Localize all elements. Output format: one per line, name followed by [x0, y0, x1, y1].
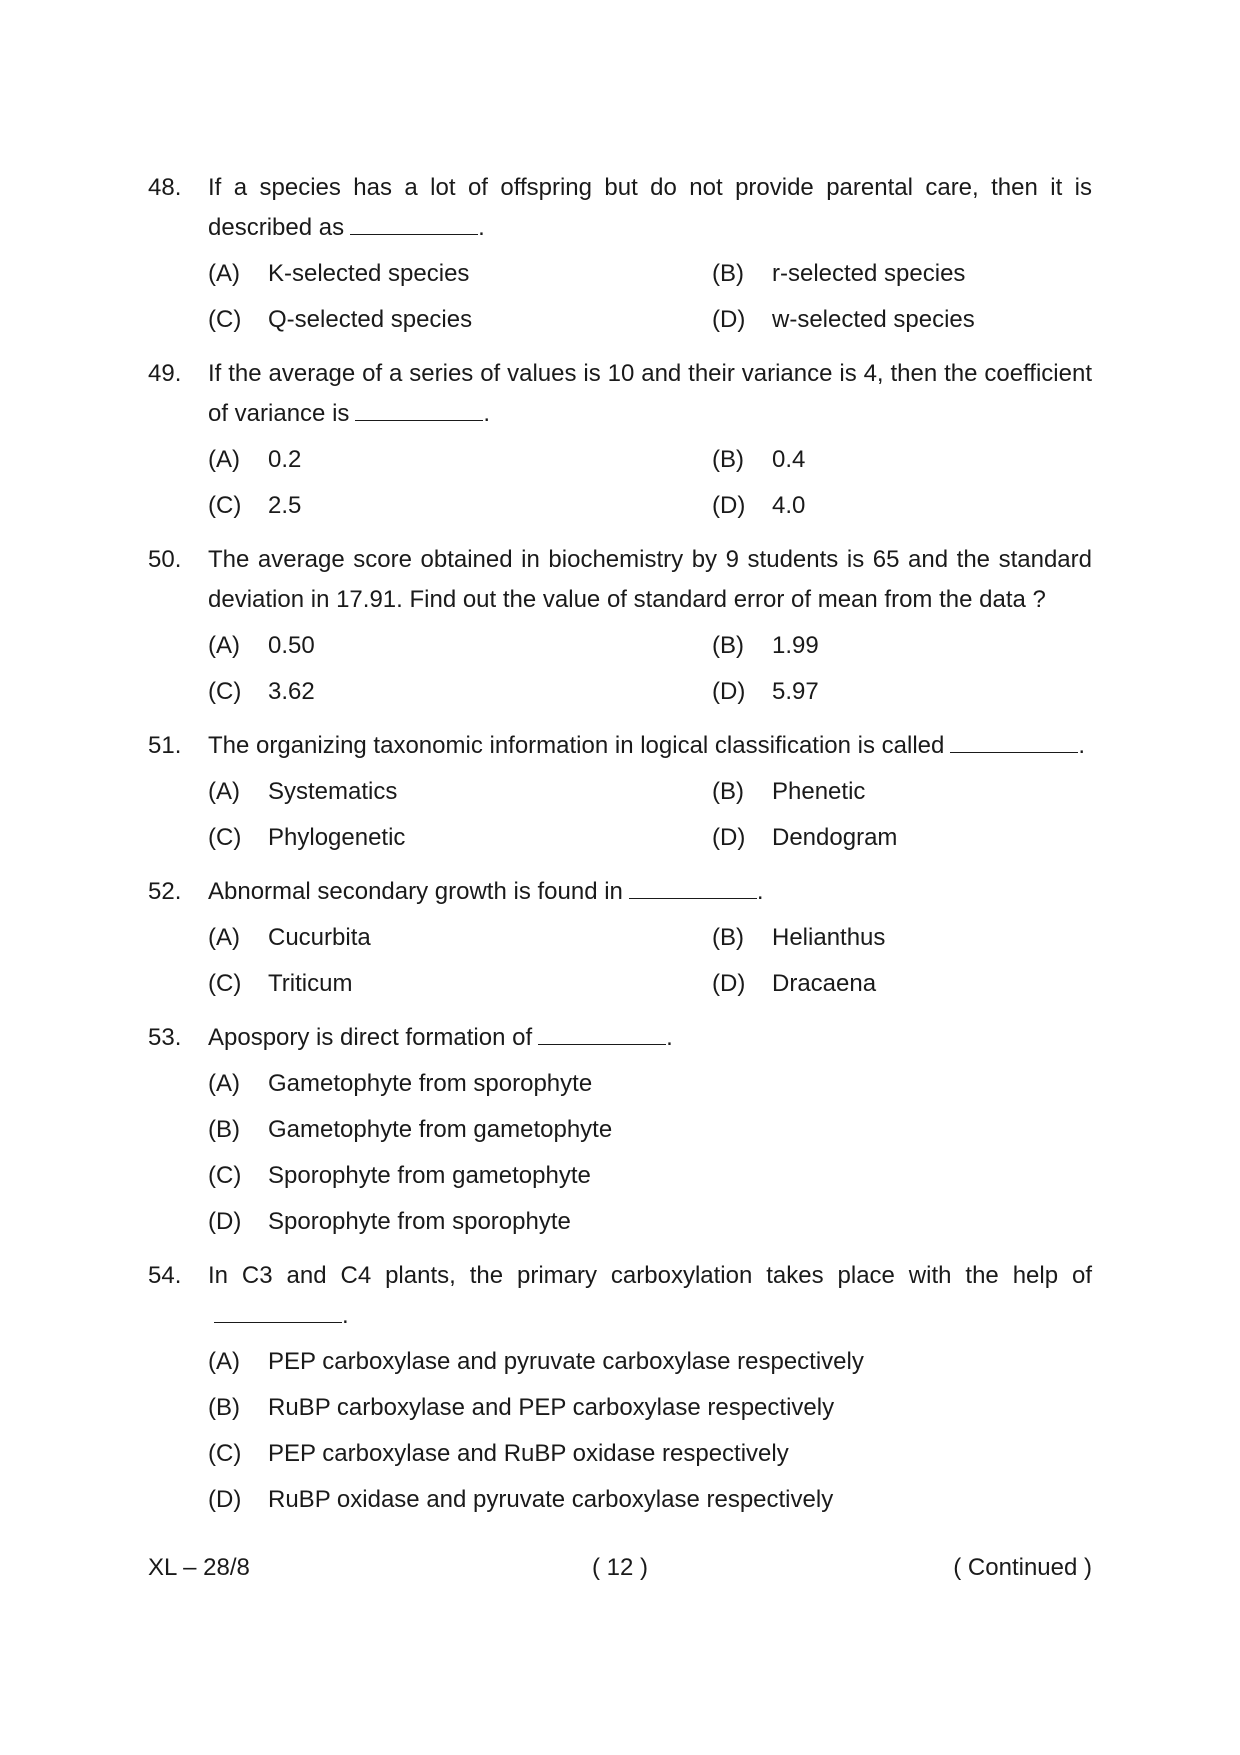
answer-option [208, 1156, 1092, 1196]
option-label: (B) [208, 1116, 240, 1143]
option-label: (D) [712, 678, 746, 705]
question-end-punct: . [478, 214, 485, 241]
question-number: 50. [148, 546, 182, 573]
question-stem: In C3 and C4 plants, the primary carboxylation takes place with the help of [208, 1262, 1092, 1289]
option-text: Phylogenetic [268, 824, 406, 851]
option-label: (B) [712, 446, 744, 473]
option-label: (C) [208, 306, 242, 333]
options-list [208, 254, 1092, 340]
option-label: (B) [712, 778, 744, 805]
question-text [208, 1018, 1092, 1058]
answer-option [712, 918, 1092, 958]
option-label: (A) [208, 1070, 240, 1097]
option-text: r-selected species [772, 260, 966, 287]
answer-option [208, 486, 712, 526]
options-list [208, 918, 1092, 1004]
question-number: 48. [148, 174, 182, 201]
option-label: (B) [712, 260, 744, 287]
option-text: PEP carboxylase and RuBP oxidase respectively [268, 1440, 789, 1467]
question-end-punct: . [483, 400, 491, 427]
answer-option [712, 626, 1092, 666]
question-end-punct: . [756, 878, 764, 905]
option-label: (D) [712, 306, 746, 333]
option-text: PEP carboxylase and pyruvate carboxylase respectively [268, 1348, 864, 1375]
question-paper-page [148, 168, 1092, 1534]
question-number: 51. [148, 732, 182, 759]
option-label: (B) [208, 1394, 240, 1421]
question-end-punct: . [1078, 732, 1086, 759]
option-label: (D) [712, 824, 746, 851]
question-text [208, 872, 1092, 912]
answer-option [712, 254, 1092, 294]
option-label: (D) [712, 492, 746, 519]
option-text: 2.5 [268, 492, 302, 519]
answer-option [208, 1434, 1092, 1474]
option-label: (C) [208, 1162, 242, 1189]
answer-option [208, 772, 712, 812]
answer-option [208, 300, 712, 340]
option-text: RuBP carboxylase and PEP carboxylase respectively [268, 1394, 835, 1421]
option-label: (D) [208, 1486, 242, 1513]
answer-option [712, 818, 1092, 858]
question-text [208, 354, 1092, 434]
option-label: (C) [208, 824, 242, 851]
question-end-punct: . [342, 1302, 349, 1329]
question-number: 54. [148, 1262, 182, 1289]
option-text: 3.62 [268, 678, 315, 705]
option-text: 0.4 [772, 446, 806, 473]
answer-option [208, 1342, 1092, 1382]
answer-option [208, 918, 712, 958]
page-number: ( 12 ) [591, 1554, 648, 1581]
answer-option [208, 440, 712, 480]
answer-blank [214, 1300, 342, 1323]
option-text: K-selected species [268, 260, 470, 287]
answer-option [712, 672, 1092, 712]
options-list [208, 1064, 1092, 1242]
option-label: (A) [208, 778, 240, 805]
answer-option [712, 300, 1092, 340]
option-label: (C) [208, 492, 242, 519]
answer-blank [350, 212, 478, 235]
answer-option [712, 772, 1092, 812]
page-footer [148, 1548, 1092, 1588]
question-row [148, 1018, 1092, 1058]
options-list [208, 1342, 1092, 1520]
question-text [208, 168, 1092, 248]
question-stem: The average score obtained in biochemistry by 9 students is 65 and the standard deviation in 17.91. Find out the value of standard error of mean from the data ? [208, 546, 1092, 613]
answer-option [208, 1388, 1092, 1428]
answer-option [712, 486, 1092, 526]
question-stem: Abnormal secondary growth is found in [208, 878, 623, 905]
option-label: (A) [208, 446, 240, 473]
answer-option [208, 254, 712, 294]
option-text: Sporophyte from sporophyte [268, 1208, 571, 1235]
question-stem: The organizing taxonomic information in logical classification is called [208, 732, 945, 759]
question-stem: If a species has a lot of offspring but do not provide parental care, then it is described as [208, 174, 1092, 241]
question-list [148, 168, 1092, 1520]
option-text: RuBP oxidase and pyruvate carboxylase respectively [268, 1486, 834, 1513]
question-row [148, 354, 1092, 434]
options-list [208, 440, 1092, 526]
option-text: 0.50 [268, 632, 315, 659]
question-stem: Apospory is direct formation of [208, 1024, 533, 1051]
question-block [148, 1018, 1092, 1242]
question-number: 52. [148, 878, 182, 905]
continued-label: ( Continued ) [953, 1554, 1092, 1581]
option-label: (A) [208, 632, 240, 659]
option-text: Gametophyte from sporophyte [268, 1070, 593, 1097]
answer-blank [629, 876, 757, 899]
question-stem: If the average of a series of values is 10 and their variance is 4, then the coefficient of variance is [208, 360, 1092, 427]
option-label: (D) [712, 970, 746, 997]
question-block [148, 872, 1092, 1004]
question-row [148, 872, 1092, 912]
answer-option [208, 1480, 1092, 1520]
answer-blank [355, 398, 483, 421]
option-text: Gametophyte from gametophyte [268, 1116, 613, 1143]
question-row [148, 540, 1092, 620]
option-label: (A) [208, 924, 240, 951]
question-block [148, 1256, 1092, 1520]
option-text: Systematics [268, 778, 398, 805]
option-label: (C) [208, 970, 242, 997]
paper-code: XL – 28/8 [148, 1554, 250, 1581]
answer-option [712, 440, 1092, 480]
question-text [208, 726, 1092, 766]
answer-option [208, 1202, 1092, 1242]
option-text: w-selected species [772, 306, 975, 333]
question-block [148, 726, 1092, 858]
option-text: Helianthus [772, 924, 886, 951]
answer-option [208, 626, 712, 666]
answer-option [208, 672, 712, 712]
option-text: Dracaena [772, 970, 877, 997]
option-label: (B) [712, 632, 744, 659]
option-text: 4.0 [772, 492, 806, 519]
answer-option [712, 964, 1092, 1004]
option-text: Phenetic [772, 778, 866, 805]
answer-option [208, 1064, 1092, 1104]
answer-option [208, 1110, 1092, 1150]
option-text: 5.97 [772, 678, 819, 705]
question-text [208, 1256, 1092, 1336]
question-number: 53. [148, 1024, 182, 1051]
options-list [208, 772, 1092, 858]
option-label: (D) [208, 1208, 242, 1235]
option-text: Dendogram [772, 824, 898, 851]
answer-option [208, 964, 712, 1004]
option-text: 1.99 [772, 632, 819, 659]
question-number: 49. [148, 360, 182, 387]
answer-option [208, 818, 712, 858]
question-text [208, 540, 1092, 620]
option-label: (A) [208, 1348, 240, 1375]
option-label: (C) [208, 678, 242, 705]
question-row [148, 726, 1092, 766]
options-list [208, 626, 1092, 712]
question-row [148, 1256, 1092, 1336]
option-text: Sporophyte from gametophyte [268, 1162, 591, 1189]
option-text: Cucurbita [268, 924, 371, 951]
option-text: 0.2 [268, 446, 302, 473]
question-row [148, 168, 1092, 248]
option-label: (B) [712, 924, 744, 951]
option-text: Triticum [268, 970, 353, 997]
question-block [148, 354, 1092, 526]
question-end-punct: . [666, 1024, 673, 1051]
option-text: Q-selected species [268, 306, 473, 333]
answer-blank [538, 1022, 666, 1045]
question-block [148, 168, 1092, 340]
option-label: (A) [208, 260, 240, 287]
option-label: (C) [208, 1440, 242, 1467]
answer-blank [950, 730, 1078, 753]
question-block [148, 540, 1092, 712]
